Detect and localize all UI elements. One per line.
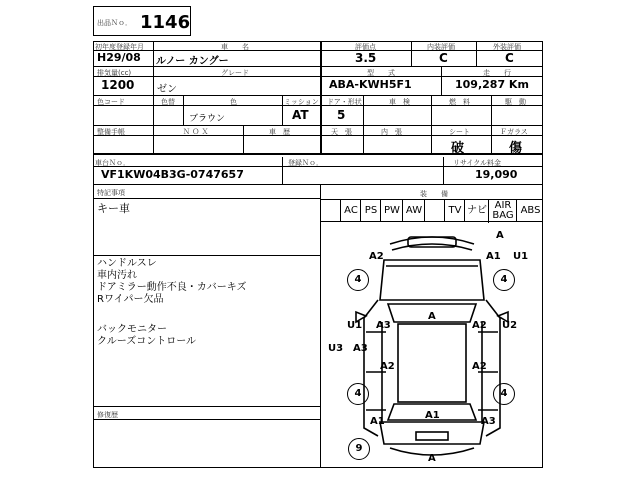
doors-value: 5 (337, 108, 346, 122)
grade-a1-rear-center: A1 (425, 410, 440, 421)
row2 (93, 67, 543, 96)
equip-airbag (488, 200, 517, 223)
exterior-score-label: 外装評価 (493, 43, 521, 51)
recycle-value: 19,090 (475, 168, 518, 181)
score-label: 評価点 (355, 43, 376, 51)
history-label: 車 歴 (269, 128, 290, 136)
equip-navi: ナビ (464, 200, 489, 222)
grade-front-top: A (496, 230, 504, 241)
displacement-label: 排気量(cc) (97, 69, 132, 77)
model-value: ABA-KWH5F1 (329, 78, 412, 91)
mission-value: AT (292, 108, 309, 122)
equipment-title-bar (320, 185, 543, 200)
notes-body (97, 203, 317, 215)
row4 (93, 126, 543, 155)
equip-abs: ABS (516, 200, 544, 222)
mileage-label: 走 行 (483, 69, 511, 77)
note-item: ドアミラー動作不良・カバーキズ (97, 282, 247, 293)
repair-label: 修復歴 (97, 411, 118, 419)
note-item: バックモニター (97, 324, 167, 335)
color-value: ブラウン (189, 114, 226, 124)
grade-a3-left2: A3 (353, 343, 368, 354)
drive-label: 駆 動 (505, 98, 526, 106)
model-label: 型 式 (367, 69, 395, 77)
exterior-score-value: C (505, 51, 514, 65)
glass-label: Ｆガラス (500, 128, 528, 136)
vin-label: 車台Ｎｏ． (95, 159, 130, 167)
tire-rear-left: 4 (347, 383, 369, 405)
equipment-title: 装 備 (420, 190, 448, 198)
notes-line (93, 255, 320, 256)
equip-blank (320, 200, 340, 222)
hood-label: 天 張 (331, 128, 352, 136)
car-name-value: ルノー カングー (156, 56, 229, 67)
year-value: H29/08 (97, 51, 141, 64)
equip-pw: PW (380, 200, 403, 222)
notes-list-1 (97, 258, 317, 306)
fuel-type-value: ゼン (157, 84, 177, 95)
auction-no-box (93, 6, 191, 36)
maintenance-label: 整備手帳 (97, 128, 125, 136)
displacement-value: 1200 (101, 78, 135, 92)
reg-label: 登録Ｎｏ． (288, 159, 323, 167)
seat-label: シート (449, 128, 470, 136)
notes-title: 特記事項 (97, 189, 125, 197)
glass-value: 傷 (509, 141, 523, 156)
grade-a2-left: A2 (369, 251, 384, 262)
row3 (93, 96, 543, 126)
row1 (93, 41, 543, 67)
grade-a1-rear-left: A1 (370, 416, 385, 427)
car-name-label: 車 名 (221, 43, 249, 51)
equip-airbag-text: AIR BAG (492, 200, 514, 221)
color-label: 色 (230, 98, 237, 106)
auction-no: 1146 (140, 12, 191, 33)
grade-a3-left: A3 (376, 320, 391, 331)
doors-label: ドア・形状 (327, 98, 362, 106)
spare-tire: 9 (348, 438, 370, 460)
tire-front-right: 4 (493, 269, 515, 291)
equip-tv: TV (444, 200, 465, 222)
grade-roof: A (428, 311, 436, 322)
equip-ac: AC (340, 200, 361, 222)
interior-score-value: C (439, 51, 448, 65)
interior-trim-label: 内 張 (381, 128, 402, 136)
equip-ps: PS (360, 200, 381, 222)
mission-label: ミッション (284, 98, 319, 106)
fuel-label: 燃 料 (449, 98, 470, 106)
score-value: 3.5 (355, 51, 377, 65)
grade-a1-right: A1 (486, 251, 501, 262)
nox-label: Ｎ Ｏ Ｘ (183, 128, 209, 136)
note-item: クルーズコントロール (97, 336, 196, 347)
inspection-label: 車 検 (389, 98, 410, 106)
tire-front-left: 4 (347, 269, 369, 291)
note-item: 車内汚れ (97, 270, 137, 281)
grade-rear-bottom: A (428, 453, 436, 464)
grade-u1-left: U1 (347, 320, 363, 331)
grade-u1-right-top: U1 (513, 251, 529, 262)
note-item: ハンドルスレ (97, 258, 157, 269)
interior-score-label: 内装評価 (427, 43, 455, 51)
year-label: 初年度登録年月 (95, 43, 144, 51)
color-code-label: 色コード (97, 98, 125, 106)
equip-aw: AW (402, 200, 425, 222)
grade-label: グレード (221, 69, 249, 77)
tire-rear-right: 4 (493, 383, 515, 405)
auction-no-label: 出品Ｎｏ． (97, 19, 132, 27)
grade-u2-right: U2 (502, 320, 518, 331)
row5 (93, 157, 543, 185)
grade-u3-left: U3 (328, 343, 344, 354)
notes-title-bar (93, 185, 320, 199)
key-note: キー車 (97, 202, 130, 215)
grade-a3-rear-right: A3 (481, 416, 496, 427)
note-item: Rワイパー欠品 (97, 294, 164, 305)
seat-value: 破 (451, 141, 465, 156)
grade-a2-right-low: A2 (472, 361, 487, 372)
vin-value: VF1KW04B3G-0747657 (101, 168, 244, 181)
recycle-label: リサイクル料金 (453, 159, 502, 167)
grade-a2-right-mid: A2 (472, 320, 487, 331)
grade-a2-left-low: A2 (380, 361, 395, 372)
notes-list-2 (97, 324, 317, 348)
equip-empty (424, 200, 445, 222)
repair-bar (93, 406, 320, 420)
color-change-label: 色替 (161, 98, 175, 106)
mileage-value: 109,287 Km (455, 78, 529, 91)
